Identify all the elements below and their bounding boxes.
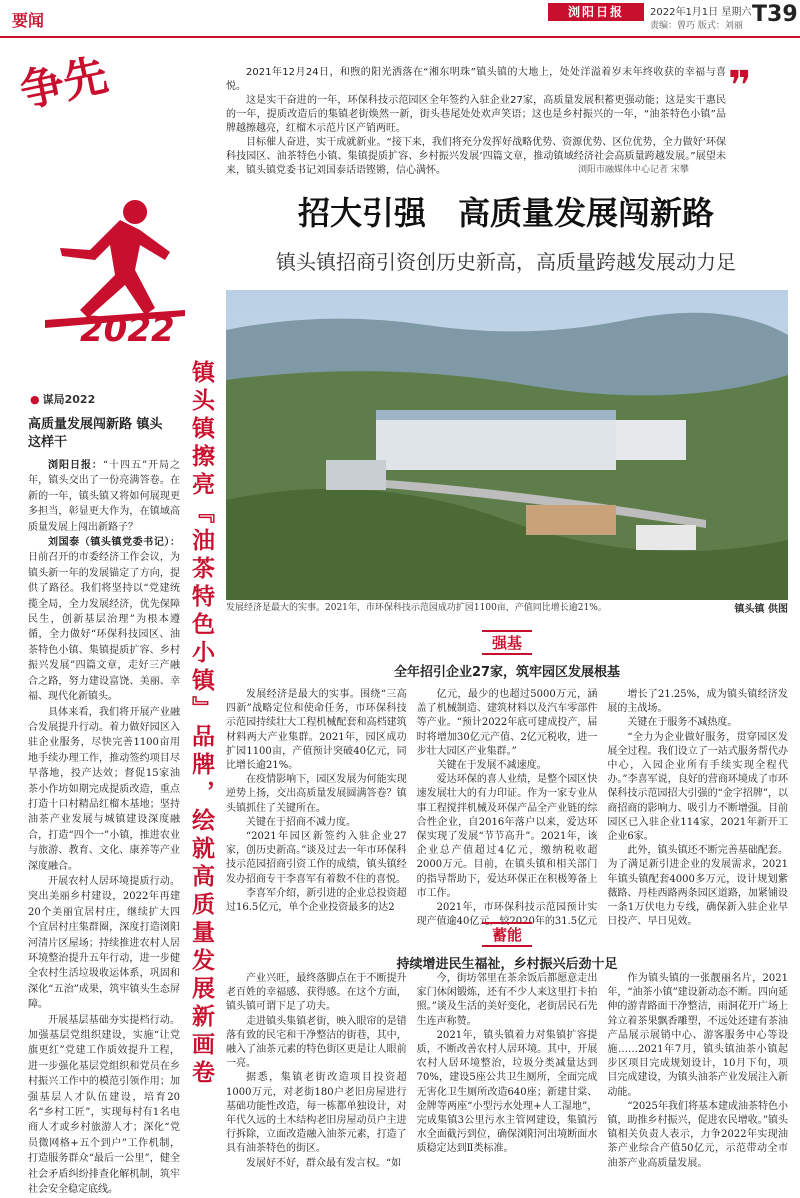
editors: 责编：曾巧 版式：刘丽: [650, 21, 743, 31]
article-paragraph: 据悉，集镇老街改造项目投资超1000万元，对老街180户老旧房屋进行基础功能性改造，每一栋都单独设计，对年代久远的土木结构老旧房屋动员户主进行拆除，立面改造融入油茶元素，打造了具有油茶特色的街区。: [226, 1072, 407, 1155]
interview-body: [28, 458, 180, 1198]
newspaper-logo: 浏阳日报: [548, 3, 644, 21]
article-paragraph: 今，街坊邻里在茶余饭后都愿意走出家门休闲锻炼，还有不少人来这里打卡拍照。”谈及生活的美好变化，老街居民石先生连声称赞。: [416, 973, 598, 1027]
article-paragraph: 此外，镇头镇还不断完善基础配套。为了满足新引进企业的发展需求，2021年镇头镇配套4000多万元，设计规划紫薇路、丹桂西路两条园区道路，加紧铺设一条1万伏电力专线，确保新入驻企业早日投产、早日见效。: [607, 845, 789, 928]
article-paragraph: 发展经济是最大的实事。围绕“三高四新”战略定位和使命任务，市环保科技示范园持续壮大工程机械配套和高档建筑材料两大产业集群。2021年，园区成功扩园1100亩，产值预计突破40亿元，同比增长逾21%。: [226, 689, 407, 772]
article-paragraph: 关键在于发展不减速度。: [436, 760, 547, 772]
interview-paragraph: [28, 1013, 180, 1198]
text-column: [607, 688, 789, 928]
page-section-tag: 要闻: [12, 11, 45, 30]
article-paragraph: 关键在于招商不减力度。: [246, 816, 356, 828]
left-column: [0, 40, 218, 1194]
article-paragraph: 作为镇头镇的一张靓丽名片，2021年，“油茶小镇”建设新动态不断。四向延伸的游青路面干净整洁，雨洞花开广场上耸立着茶果飘香雕塑，不远处还建有茶油产品展示展销中心、游客服务中心等设施……2021年7月，镇头镇油茶小镇起步区项目完成规划设计，10月下旬，项目完成建设，为镇头油茶产业发展注入新动能。: [607, 973, 789, 1098]
photo-credit: 镇头镇 供图: [734, 604, 788, 615]
section-strong-base: [226, 630, 788, 680]
text-column: [416, 688, 598, 928]
paragraph-text: 具体来看，我们将开展产业融合发展提升行动。着力做好园区入驻企业服务，尽快完善1100亩用地手续办理工作，推动签约项目尽早落地，投产达效；督促15家油茶小作坊如期完成提质改造，重点打造十口村精品红榴木基地；坚持油茶产业发展与城镇建设深度融合，打造“四个一”小镇，推进农业与旅游、教育、文化、康养等产业深度融合。: [28, 706, 180, 872]
text-column: [607, 972, 788, 1186]
section-head: 强基: [482, 630, 532, 655]
quote-mark-icon: ❞: [728, 63, 752, 109]
article-paragraph: 走进镇头集镇老街，映入眼帘的是错落有致的民宅和干净整洁的街巷，其中，融入了油茶元素的特色街区更是让人眼前一亮。: [226, 1015, 407, 1070]
issue-date: 2022年1月1日 星期六: [650, 7, 752, 18]
article-paragraph: 在疫情影响下，园区发展为何能实现逆势上扬，交出高质量发展圆满答卷？镇头镇抓住了关键所在。: [226, 774, 407, 814]
page-header: [0, 0, 800, 40]
article-paragraph: 亿元，最少的也超过5000万元，涵盖了机械制造、建筑材料以及汽车零部件等产业。“预计2022年底可建成投产，届时将增加30亿元产值、2亿元税收，进一步壮大园区产业集群。”: [416, 689, 598, 757]
masthead-calligraphy: 争先: [15, 49, 113, 118]
text-column: [226, 972, 407, 1186]
article-paragraph: 增长了21.25%，成为镇头镇经济发展的主战场。: [607, 689, 789, 715]
paragraph-text: “十四五”开局之年，镇头交出了一份亮满答卷。在新的一年，镇头镇又将如何展现更多担当，彰显更大作为，在镇域高质量发展上闯出新路子？: [28, 460, 180, 533]
photo-caption: 发展经济是最大的实事。2021年，市环保科技示范园成功扩园1100亩，产值同比增长逾21%。: [226, 603, 607, 613]
lead-paragraph: 2021年12月24日，和煦的阳光洒落在“湘东明珠”镇头镇的大地上，处处洋溢着岁末年终收获的幸福与喜悦。: [226, 67, 726, 92]
article-paragraph: 关键在于服务不减热度。: [627, 717, 738, 729]
paragraph-text: 开展农村人居环境提质行动。突出美丽乡村建设，2022年再建20个美丽宜居村庄，继续扩大四个宜居村庄集群圈，深度打造浏阳河清片区屋场；持续推进农村人居环境整治提升五年行动，进一步健全农村生活垃圾收运体系，巩固和深化“五治”成果，筑牢镇头生态屏障。: [28, 875, 180, 1011]
text-column: [417, 972, 598, 1186]
article-paragraph: 发展好不好，群众最有发言权。“如: [246, 1157, 402, 1169]
speaker-label: 刘国泰（镇头镇党委书记）：: [48, 537, 180, 549]
vertical-headline: 镇头镇擦亮『油茶特色小镇』品牌，绘就高质量发展新画卷: [188, 360, 215, 1088]
page-number: T39: [752, 2, 798, 27]
column-tag: ● 谋局2022: [30, 391, 95, 407]
interview-paragraph: [28, 535, 180, 704]
text-column: [226, 688, 407, 914]
byline: 浏阳市融媒体中心记者 宋攀: [578, 165, 689, 175]
article-paragraph: 李喜军介绍，新引进的企业总投资超过16.5亿元，单个企业投资最多的达2: [226, 887, 407, 914]
article-paragraph: 爱达环保的喜人业绩，是整个园区快速发展壮大的有力印证。作为一家专业从事工程搅拌机械及环保产品全产业链的综合性企业，自2016年落户以来，爱达环保实现了发展“节节高升”。2021年，该企业总产值超过4亿元，缴纳税收超2000万元。目前，在镇头镇和相关部门的指导帮助下，爱达环保正在积极筹备上市工作。: [416, 774, 598, 899]
interview-paragraph: [28, 874, 180, 1013]
interview-paragraph: [28, 458, 180, 535]
section-gather-energy: [226, 922, 788, 972]
header-rule: [0, 36, 800, 38]
section2-columns: [226, 972, 788, 1186]
interview-title: 高质量发展闯新路 镇头这样干: [28, 417, 163, 450]
section-subhead: 全年招引企业27家，筑牢园区发展根基: [393, 665, 621, 680]
article-paragraph: 产业兴旺，最终落脚点在于不断提升老百姓的幸福感、获得感。在这个方面，镇头镇可谓下足了功夫。: [226, 973, 407, 1013]
article-paragraph: “2021年园区新签约入驻企业27家，创历史新高。”谈及过去一年市环保科技示范园招商引资工作的成绩，镇头镇经发办招商专干李喜军有着数不住的喜悦。: [226, 831, 407, 885]
sub-headline: 镇头镇招商引资创历史新高，高质量跨越发展动力足: [276, 250, 736, 274]
industrial-park-photo: [226, 290, 788, 600]
article-paragraph: 2021年，市环保科技示范园预计实现产值逾40亿元，较2020年的31.5亿元: [416, 902, 598, 928]
paragraph-text: 日前召开的市委经济工作会议，为镇头新一年的发展锚定了方向，提供了路径。我们将坚持以“党建统揽全局，全力发展经济，优先保障民生，创新基层治理”为根本遵循，全力做好“环保科技园区、油茶特色小镇、集镇提质扩容、乡村振兴发展”四篇文章，走好三产融合之路，努力建设富饶、美丽、幸福、现代化新镇头。: [28, 552, 180, 703]
article-paragraph: 2021年，镇头镇着力对集镇扩容提质，不断改善农村人居环境。其中，开展农村人居环境整治，垃圾分类减量达到70%，建设5座公共卫生厕所，全面完成无害化卫生厕所改造640座；新建甘棠、金牌等两座“小型污水处理+人工湿地”，完成集镇3公里污水主管网建设，集镇污水全面截污到位，确保浏阳河出境断面水质稳定达到Ⅱ类标准。: [416, 1029, 598, 1155]
lead-paragraph: 目标催人奋进，实干成就新业。“接下来，我们将充分发挥好战略优势、资源优势、区位优势，全力做好‘环保科技园区、油茶特色小镇、集镇提质扩容、乡村振兴发展’四篇文章，推动镇域经济社会高质量跨越发展。”展望未来，镇头镇党委书记刘国泰话语铿锵，信心满怀。: [226, 137, 726, 176]
lead-paragraph: 这是实干奋进的一年，环保科技示范园区全年签约入驻企业27家，高质量发展积蓄更强动能；这是实干惠民的一年，提质改造后的集镇老街焕然一新，街头巷尾处处欢声笑语；这也是乡村振兴的一年，“油茶特色小镇”品牌越擦越亮，红榴木示范片区产销两旺。: [226, 95, 726, 134]
section-subhead: 持续增进民生福祉，乡村振兴后劲十足: [396, 957, 618, 972]
section-head: 蓄能: [482, 922, 532, 947]
section1-columns: [226, 688, 789, 928]
speaker-label: 浏阳日报：: [48, 460, 103, 471]
article-paragraph: “2025年我们将基本建成油茶特色小镇，助推乡村振兴，促进农民增收。”镇头镇相关负责人表示，力争2022年实现油茶产业综合产值50亿元，示范带动全市油茶产业高质量发展。: [607, 1100, 789, 1169]
paragraph-text: 开展基层基础夯实提档行动。加强基层党组织建设，实施“让党旗更红”党建工作质效提升工程，进一步强化基层党组织和党员在乡村振兴工作中的模范引领作用；加强基层人才队伍建设，培育20名“乡村工匠”，实现每村有1名电商人才或乡村旅游人才；深化“党员微网格+五个到户”工作机制，打造服务群众“最后一公里”，健全社会矛盾纠纷排查化解机制，筑牢社会安全稳定底线。: [28, 1014, 180, 1196]
interview-paragraph: [28, 705, 180, 874]
article-paragraph: “全力为企业做好服务，贯穿园区发展全过程。我们设立了一站式服务帮代办中心，入园企业所有手续实现全程代办。”李喜军说，良好的营商环境成了市环保科技示范园招大引强的“金字招牌”，以商招商的影响力、吸引力不断增强。目前园区已入驻企业114家，2021年新开工企业6家。: [607, 731, 789, 843]
main-headline: 招大引强 高质量发展闯新路: [297, 194, 714, 232]
masthead-year: 2022: [80, 310, 175, 350]
